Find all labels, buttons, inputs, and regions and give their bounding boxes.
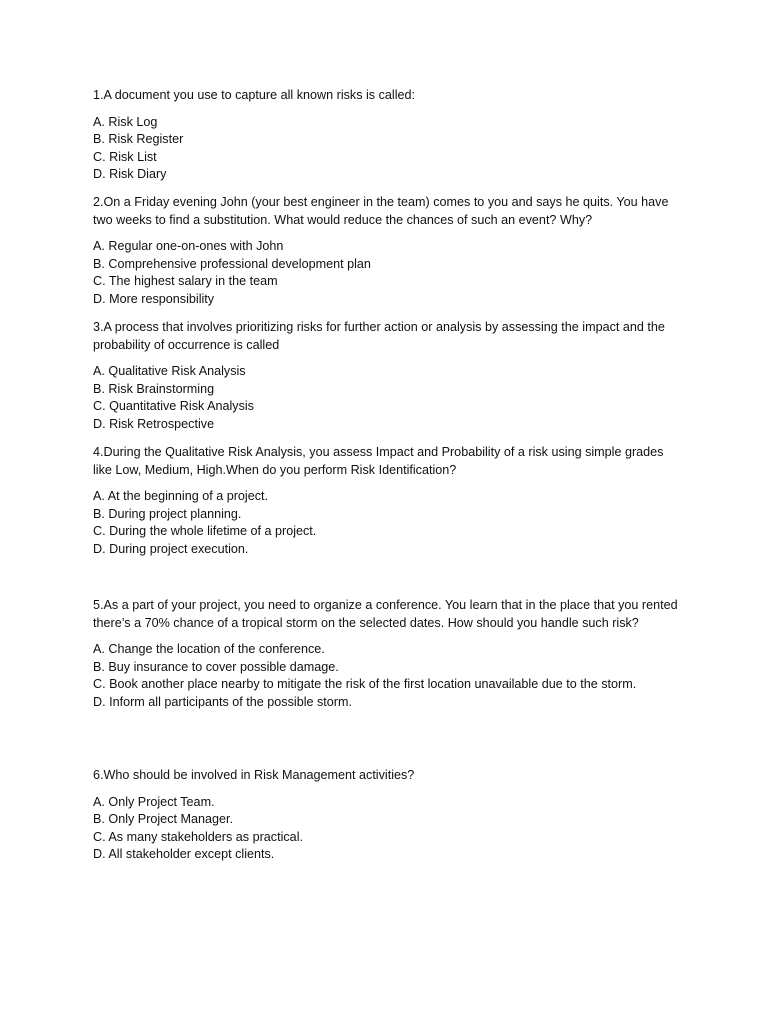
option-a: A. Risk Log bbox=[93, 114, 158, 129]
option-b: B. Comprehensive professional development plan bbox=[93, 256, 371, 271]
option-c: C. Risk List bbox=[93, 149, 157, 164]
question-5-text: 5.As a part of your project, you need to organize a conference. You learn that in the place that you rented there’s a 70% chance of a tropical storm on the selected dates. How should you handle such risk? bbox=[93, 598, 678, 630]
option-d: D. During project execution. bbox=[93, 541, 249, 556]
option-a: A. Change the location of the conference. bbox=[93, 642, 325, 657]
option-c: C. During the whole lifetime of a project. bbox=[93, 524, 317, 539]
question-5-options bbox=[93, 641, 678, 711]
option-d: D. More responsibility bbox=[93, 291, 215, 306]
option-d: D. Risk Retrospective bbox=[93, 416, 215, 431]
option-b: B. Risk Register bbox=[93, 132, 184, 147]
option-d: D. All stakeholder except clients. bbox=[93, 847, 275, 862]
option-b: B. Risk Brainstorming bbox=[93, 381, 215, 396]
question-2-options bbox=[93, 238, 678, 308]
question-1 bbox=[93, 87, 678, 184]
option-a: A. Only Project Team. bbox=[93, 794, 215, 809]
option-a: A. Regular one-on-ones with John bbox=[93, 239, 284, 254]
option-c: C. The highest salary in the team bbox=[93, 274, 278, 289]
option-a: A. Qualitative Risk Analysis bbox=[93, 364, 246, 379]
option-a: A. At the beginning of a project. bbox=[93, 489, 269, 504]
question-6-text: 6.Who should be involved in Risk Management activities? bbox=[93, 768, 415, 782]
option-b: B. Only Project Manager. bbox=[93, 812, 233, 827]
question-5 bbox=[93, 597, 678, 712]
question-2 bbox=[93, 194, 678, 309]
question-4-text: 4.During the Qualitative Risk Analysis, you assess Impact and Probability of a risk using simple grades like Low, Medium, High.When do you perform Risk Identification? bbox=[93, 445, 664, 477]
option-d: D. Inform all participants of the possible storm. bbox=[93, 694, 352, 709]
question-6-options bbox=[93, 794, 678, 864]
question-1-options bbox=[93, 114, 678, 184]
option-c: C. Quantitative Risk Analysis bbox=[93, 399, 254, 414]
option-d: D. Risk Diary bbox=[93, 167, 167, 182]
question-3-options bbox=[93, 363, 678, 433]
option-c: C. As many stakeholders as practical. bbox=[93, 829, 303, 844]
question-4 bbox=[93, 444, 678, 559]
question-2-text: 2.On a Friday evening John (your best engineer in the team) comes to you and says he quits. You have two weeks to find a substitution. What would reduce the chances of such an event? Why? bbox=[93, 195, 669, 227]
question-3-text: 3.A process that involves prioritizing risks for further action or analysis by assessing the impact and the probability of occurrence is called bbox=[93, 320, 665, 352]
option-b: B. Buy insurance to cover possible damage. bbox=[93, 659, 339, 674]
question-1-text: 1.A document you use to capture all known risks is called: bbox=[93, 88, 416, 102]
question-4-options bbox=[93, 488, 678, 558]
question-6 bbox=[93, 767, 678, 864]
question-3 bbox=[93, 319, 678, 434]
option-b: B. During project planning. bbox=[93, 506, 242, 521]
option-c: C. Book another place nearby to mitigate the risk of the first location unavailable due to the storm. bbox=[93, 677, 637, 692]
